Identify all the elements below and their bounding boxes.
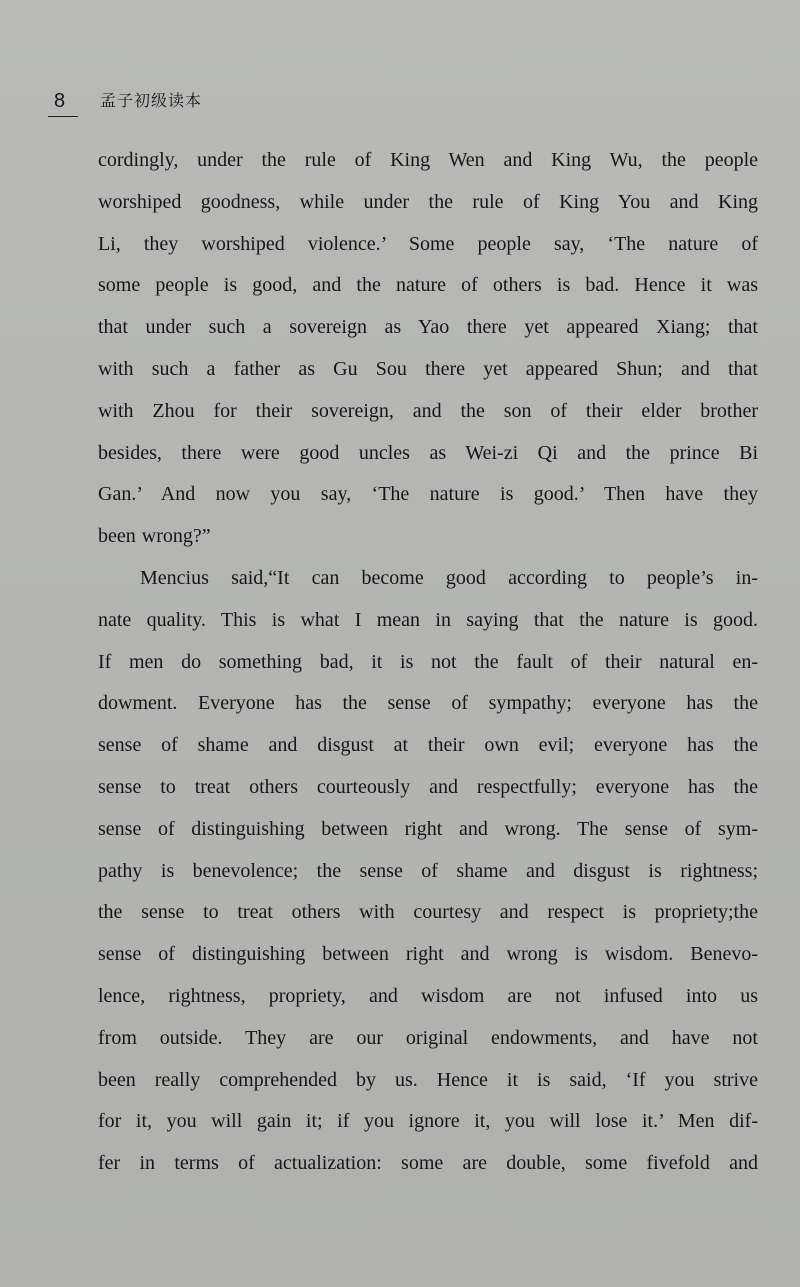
text-line: with such a father as Gu Sou there yet appeared Shun; and that: [98, 357, 758, 380]
text-line: sense of shame and disgust at their own evil; everyone has the: [98, 734, 758, 757]
text-line: been really comprehended by us. Hence it is said, ‘If you strive: [98, 1068, 758, 1091]
text-line: some people is good, and the nature of others is bad. Hence it was: [98, 274, 758, 297]
text-line: Gan.’ And now you say, ‘The nature is good.’ Then have they: [98, 483, 758, 506]
text-line: If men do something bad, it is not the fault of their natural en-: [98, 650, 758, 673]
text-line: dowment. Everyone has the sense of sympathy; everyone has the: [98, 692, 758, 715]
text-line: Li, they worshiped violence.’ Some people say, ‘The nature of: [98, 232, 758, 255]
text-line: cordingly, under the rule of King Wen and King Wu, the people: [98, 149, 758, 171]
text-line: besides, there were good uncles as Wei-zi Qi and the prince Bi: [98, 441, 758, 464]
text-line: worshiped goodness, while under the rule of King You and King: [98, 190, 758, 213]
text-line: fer in terms of actualization: some are double, some fivefold and: [98, 1152, 758, 1175]
text-line: lence, rightness, propriety, and wisdom are not infused into us: [98, 984, 758, 1007]
running-title: 孟子初级读本: [100, 91, 203, 110]
page-header: [48, 88, 348, 122]
text-line: the sense to treat others with courtesy and respect is propriety;the: [98, 901, 758, 924]
body-text: [98, 143, 758, 1188]
text-line: from outside. They are our original endowments, and have not: [98, 1026, 758, 1049]
text-line: pathy is benevolence; the sense of shame and disgust is rightness;: [98, 859, 758, 882]
text-line: Mencius said,“It can become good according to people’s in-: [140, 566, 758, 589]
text-line: with Zhou for their sovereign, and the son of their elder brother: [98, 399, 758, 422]
text-line: been wrong?”: [98, 525, 211, 548]
text-line: sense of distinguishing between right and wrong is wisdom. Benevo-: [98, 943, 758, 966]
text-line: nate quality. This is what I mean in saying that the nature is good.: [98, 608, 758, 631]
text-line: sense to treat others courteously and respectfully; everyone has the: [98, 775, 758, 798]
page-number: 8: [54, 90, 66, 112]
text-line: sense of distinguishing between right and wrong. The sense of sym-: [98, 817, 758, 840]
page-number-underline: [48, 116, 78, 117]
text-line: that under such a sovereign as Yao there yet appeared Xiang; that: [98, 316, 758, 339]
text-line: for it, you will gain it; if you ignore it, you will lose it.’ Men dif-: [98, 1110, 758, 1133]
